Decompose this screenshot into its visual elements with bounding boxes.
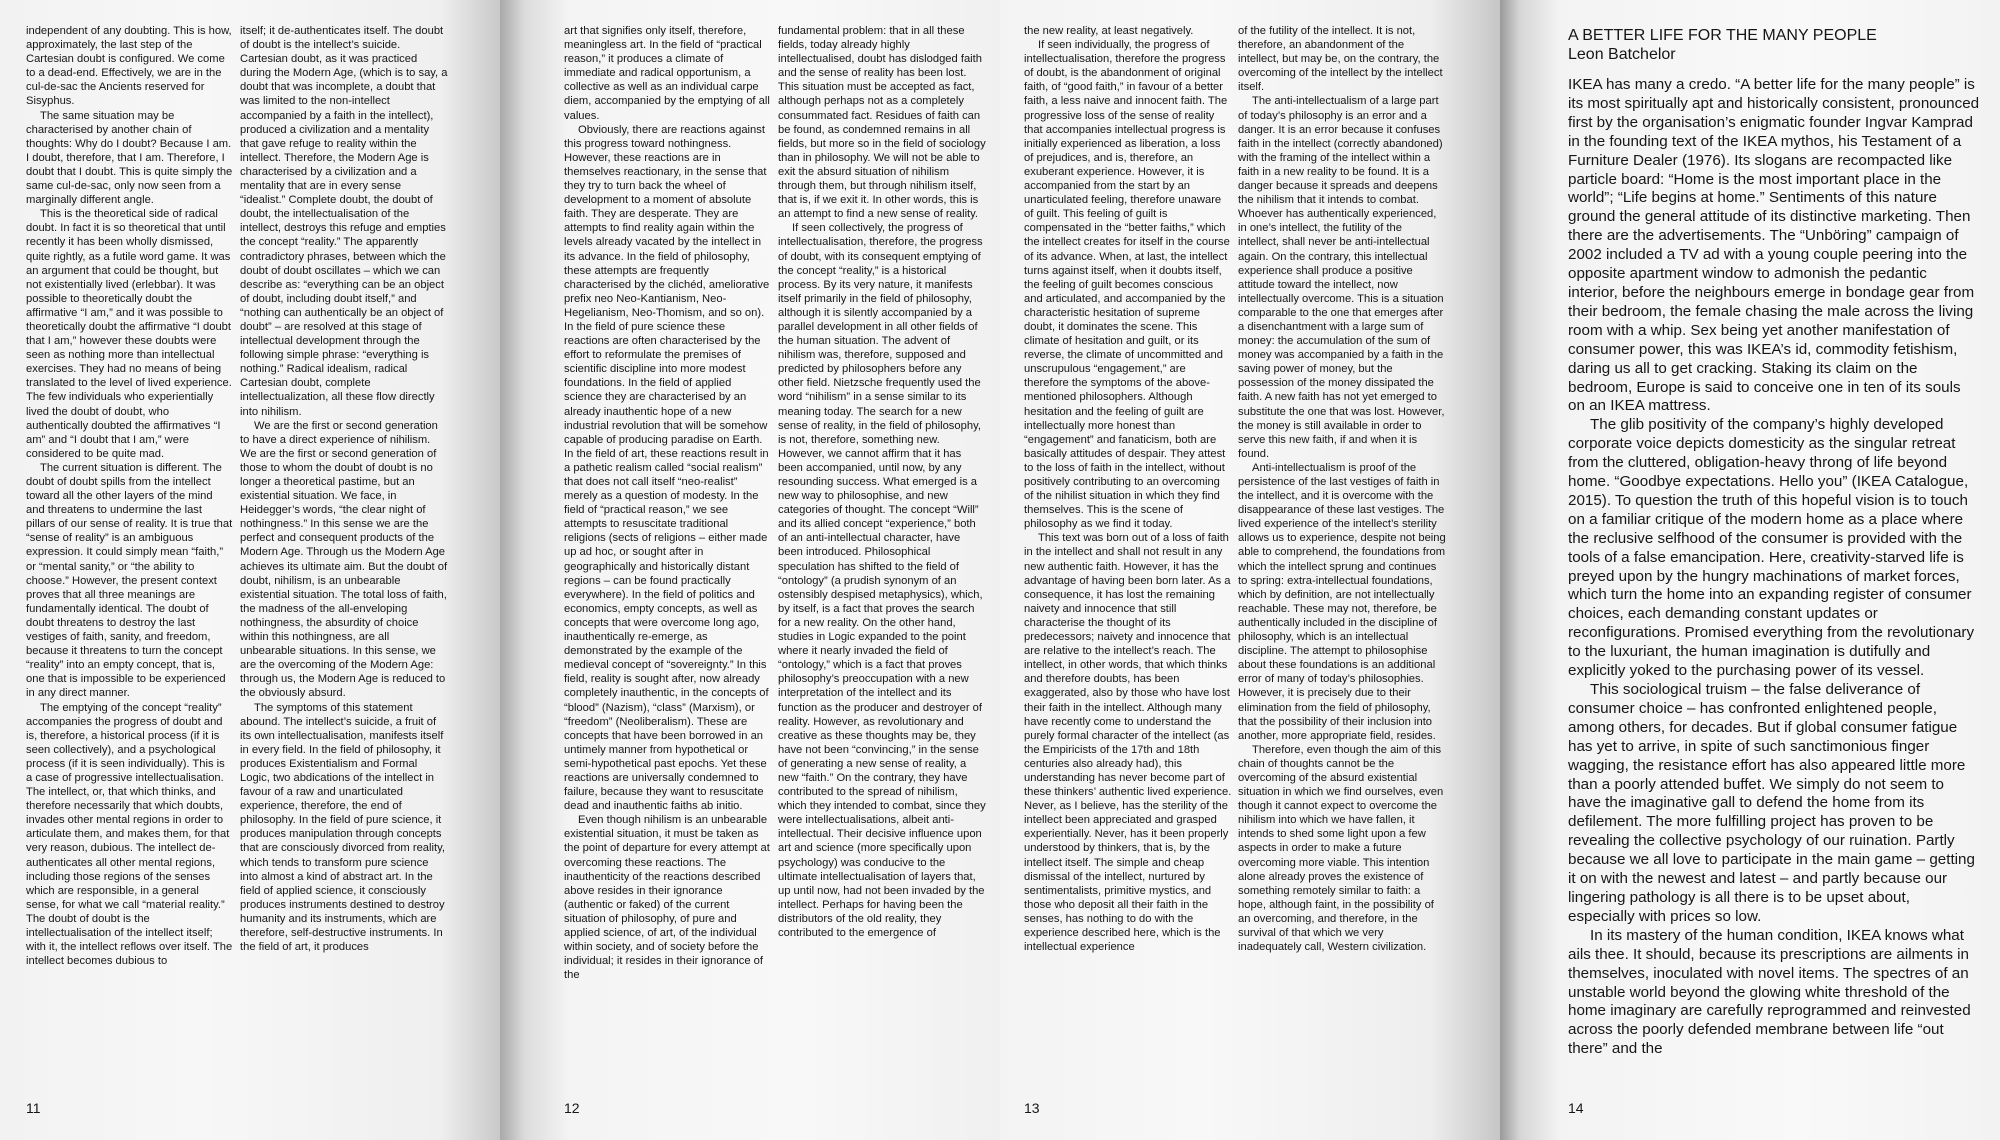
paragraph: Anti-intellectualism is proof of the persistence of the last vestiges of faith in the intellect, and it is overcome with the disappearance of these last vestiges. The lived experience of the intellect’s sterility allows us to experience, despite not being able to comprehend, the foundations from which the intellect sprung and continues to spring: extra-intellectual foundations, which by definition, are not intellectually reachable. These may not, therefore, be authentically included in the discipline of philosophy, which is an intellectual discipline. The attempt to philosophise about these foundations is an additional error of many of today’s philosophies. However, it is precisely due to their elimination from the field of philosophy, that the possibility of their inclusion into another, more appropriate field, resides. [1238, 461, 1446, 742]
essay-author: Leon Batchelor [1568, 46, 1676, 63]
paragraph: independent of any doubting. This is how, approximately, the last step of the Cartesian doubt is configured. We come to a dead-end. Effectively, we are in the cul-de-sac the Ancients reserved for Sisyphus. [26, 25, 232, 108]
paragraph: Obviously, there are reactions against this progress toward nothingness. However, these reactions are in themselves reactionary, in the sense that they try to turn back the wheel of development to a moment of absolute faith. They are desperate. They are attempts to find reality again within the levels already vacated by the intellect in its advance. In the field of philosophy, these attempts are frequently characterised by the clichéd, ameliorative prefix neo Neo-Kantianism, Neo-Hegelianism, Neo-Thomism, and so on). In the field of pure science these reactions are often characterised by the effort to reformulate the premises of scientific discipline into more modest foundations. In the field of applied science they are characterised by an already inauthentic hope of a new industrial revolution that will be somehow capable of producing paradise on Earth. In the field of art, these reactions result in a pathetic realism called “social realism” that does not call itself “neo-realist” merely as a question of modesty. In the field of “practical reason,” we see attempts to resuscitate traditional religions (sects of religions – either made up ad hoc, or sought after in geographically and historically distant regions – can be found practically everywhere). In the field of politics and economics, empty concepts, as well as concepts that were overcome long ago, inauthentically re-emerge, as demonstrated by the example of the medieval concept of “sovereignty.” In this field, reality is sought after, now already completely inauthentic, in the concepts of “blood” (Nazism), “class” (Marxism), or “freedom” (Neoliberalism). These are concepts that have been borrowed in an untimely manner from hypothetical or semi-hypothetical past epochs. Yet these reactions are universally condemned to failure, because they want to resuscitate dead and inauthentic faiths ab initio. [564, 123, 770, 813]
page-12 [500, 0, 1000, 1140]
paragraph: The emptying of the concept “reality” accompanies the progress of doubt and is, therefore, a historical process (if it is seen collectively), and a psychological process (if it is seen individually). This is a case of progressive intellectualisation. The intellect, or, that which thinks, and therefore necessarily that which doubts, invades other mental regions in order to articulate them, and makes them, for that very reason, dubious. The intellect de-authenticates all other mental regions, including those regions of the senses which are responsible, in a general sense, for what we call “material reality.” The doubt of doubt is the intellectualisation of the intellect itself; with it, the intellect reflows over itself. The intellect becomes dubious to [26, 701, 233, 968]
page-13 [1000, 0, 1500, 1140]
paragraph: This text was born out of a loss of faith in the intellect and shall not result in any new authentic faith. However, it has the advantage of having been born later. As a consequence, it has lost the remaining naivety and innocence that still characterise the thought of its predecessors; naivety and innocence that are relative to the intellect’s reach. The intellect, in other words, that which thinks and therefore doubts, has been exaggerated, also by those who have lost their faith in the intellect. Although many have recently come to understand the purely formal character of the intellect (as the Empiricists of the 17th and 18th centuries also already had), this understanding has never become part of these thinkers’ authentic lived experience. Never, as I believe, has the sterility of the intellect been appreciated and grasped experientially. Never, has it been properly understood by thinkers, that is, by the intellect itself. The simple and cheap dismissal of the intellect, nurtured by sentimentalists, primitive mystics, and those who deposit all their faith in the senses, has nothing to do with the experience described here, which is the intellectual experience [1024, 532, 1232, 954]
paragraph: If seen individually, the progress of intellectualisation, therefore the progress of doubt, is the abandonment of original faith, of “good faith,” in favour of a better faith, a less naive and innocent faith. The progressive loss of the sense of reality that accompanies intellectual progress is initially experienced as liberation, a loss of prejudices, and is, therefore, an exuberant experience. However, it is accompanied from the start by an unarticulated feeling, therefore unaware of guilt. This feeling of guilt is compensated in the “better faiths,” which the intellect creates for itself in the course of its advance. When, at last, the intellect turns against itself, when it doubts itself, the feeling of guilt becomes conscious and articulated, and accompanied by the characteristic hesitation of supreme doubt, it dominates the scene. This climate of hesitation and guilt, or its reverse, the climate of uncommitted and unscrupulous “engagement,” are therefore the symptoms of the above-mentioned philosophers. Although hesitation and the feeling of guilt are intellectually more honest than “engagement” and fanaticism, both are basically attitudes of despair. They attest to the loss of faith in the intellect, without positively contributing to an overcoming of the nihilist situation in which they find themselves. This is the scene of philosophy as we find it today. [1024, 39, 1230, 531]
paragraph: The current situation is different. The doubt of doubt spills from the intellect toward all the other layers of the mind and threatens to undermine the last pillars of our sense of reality. It is true that “sense of reality” is an ambiguous expression. It could simply mean “faith,” or “mental sanity,” or “the ability to choose.” However, the present context proves that all three meanings are fundamentally identical. The doubt of doubt threatens to destroy the last vestiges of faith, sanity, and freedom, because it threatens to turn the concept “reality” into an empty concept, that is, one that is impossible to be experienced in any direct manner. [26, 461, 233, 700]
paragraph: This sociological truism – the false deliverance of consumer choice – has confronted enlightened people, among others, for decades. But if global consumer fatigue has yet to arrive, in spite of such sanctimonious finger wagging, the resistance effort has also appeared little more than a poorly attended buffet. We simply do not seem to have the imaginative gall to defend the home from its defilement. The more fulfilling project has proven to be revealing the collective psychology of our ruination. Partly because we all love to participate in the main game – getting it on with the newest and latest – and partly because our lingering pathology is all there is to be upset about, especially with prices so low. [1568, 681, 1975, 925]
text-column-right [778, 24, 986, 1084]
essay [1568, 26, 1980, 1106]
paragraph: IKEA has many a credo. “A better life for the many people” is its most spiritually apt and historically consistent, pronounced first by the organisation’s enigmatic founder Ingvar Kamprad in the founding text of the IKEA mythos, his Testament of a Furniture Dealer (1976). Its slogans are recompacted like particle board: “Home is the most important place in the world”; “Life begins at home.” Sentiments of this nature ground the general attitude of its distinctive marketing. Then there are the advertisements. The “Unböring” campaign of 2002 included a TV ad with a young couple peering into the opposite apartment window to admonish the pedantic interior, before the neighbours emerge in bondage gear from their bedroom, the female chasing the male across the living room with a whip. Sex being yet another manifestation of consumer power, this was IKEA’s id, commodity fetishism, daring us all to get cracking. Staking its claim on the bedroom, Europe is said to conceive one in ten of its souls on an IKEA mattress. [1568, 76, 1980, 415]
page-number: 12 [564, 1100, 580, 1116]
paragraph: art that signifies only itself, therefore, meaningless art. In the field of “practical reason,” it produces a climate of immediate and radical opportunism, a collective as well as an individual carpe diem, accompanied by the emptying of all values. [564, 25, 770, 122]
paragraph: If seen collectively, the progress of intellectualisation, therefore, the progress of doubt, with its consequent emptying of the concept “reality,” is a historical process. By its very nature, it manifests itself primarily in the field of philosophy, although it is silently accompanied by a parallel development in all other fields of the human situation. The advent of nihilism was, therefore, supposed and predicted by philosophers before any other field. Nietzsche frequently used the word “nihilism” in a sense similar to its meaning today. The search for a new sense of reality, in the field of philosophy, is not, therefore, something new. However, we cannot affirm that it has been accompanied, until now, by any resounding success. What emerged is a new way to philosophise, and new categories of thought. The concept “Will” and its allied concept “experience,” both of an anti-intellectual character, have been introduced. Philosophical speculation has shifted to the field of “ontology” (a prudish synonym of an ostensibly despised metaphysics), which, by itself, is a fact that proves the search for a new reality. On the other hand, studies in Logic expanded to the point where it nearly invaded the field of “ontology,” which is a fact that proves philosophy’s preoccupation with a new interpretation of the intellect and its function as the producer and destroyer of reality. However, as revolutionary and creative as these thoughts may be, they have not been “convincing,” in the sense of generating a new sense of reality, a new “faith.” On the contrary, they have contributed to the spread of nihilism, which they intended to combat, since they were intellectualisations, albeit anti-intellectual. Their decisive influence upon art and science (more specifically upon psychology) was conducive to the ultimate intellectualisation of layers that, up until now, had not been invaded by the intellect. Perhaps for having been the distributors of the old reality, they contributed to the emergence of [778, 222, 986, 939]
page-14 [1500, 0, 2000, 1140]
text-column-left [564, 24, 772, 1084]
page-11 [0, 0, 500, 1140]
page-number: 13 [1024, 1100, 1040, 1116]
paragraph: fundamental problem: that in all these fields, today already highly intellectualised, doubt has dislodged faith and the sense of reality has been lost. This situation must be accepted as fact, although perhaps not as a completely consummated fact. Residues of faith can be found, as condemned remains in all fields, but more so in the field of sociology than in philosophy. We will not be able to exit the absurd situation of nihilism through them, but through nihilism itself, that is, if we exit it. In other words, this is an attempt to find a new sense of reality. [778, 25, 986, 221]
paragraph: of the futility of the intellect. It is not, therefore, an abandonment of the intellect, but may be, on the contrary, the overcoming of the intellect by the intellect itself. [1238, 25, 1443, 94]
page-number: 11 [26, 1100, 41, 1116]
paragraph: The same situation may be characterised by another chain of thoughts: Why do I doubt? Because I am. I doubt, therefore, that I am. Therefore, I doubt that I doubt. This is quite simply the same cul-de-sac, only now seen from a marginally different angle. [26, 109, 233, 207]
paragraph: Therefore, even though the aim of this chain of thoughts cannot be the overcoming of the absurd existential situation in which we find ourselves, even though it cannot expect to overcome the nihilism into which we have fallen, it intends to shed some light upon a few aspects in order to make a future overcoming more viable. This intention alone already proves the existence of something remotely similar to faith: a hope, although faint, in the possibility of an overcoming, and therefore, in the survival of that which we very inadequately call, Western civilization. [1238, 743, 1444, 954]
essay-body [1568, 76, 1980, 1059]
paragraph: The anti-intellectualism of a large part of today’s philosophy is an error and a danger. It is an error because it confuses faith in the intellect (correctly abandoned) with the framing of the intellect within a faith in a new reality to be found. It is a danger because it spreads and deepens the nihilism that it intends to combat. Whoever has authentically experienced, in one’s intellect, the futility of the intellect, shall never be anti-intellectual again. On the contrary, this intellectual experience shall produce a positive attitude toward the intellect, now intellectually overcome. This is a situation comparable to the one that emerges after a disenchantment with a large sum of money: the accumulation of the sum of money was accompanied by a faith in the saving power of money, but the possession of the money dissipated the faith. A new faith has not yet emerged to substitute the one that was lost. However, the money is still available in order to serve this new faith, if and when it is found. [1238, 95, 1445, 460]
text-column-left [1024, 24, 1232, 1084]
paragraph: In its mastery of the human condition, IKEA knows what ails thee. It should, because its prescriptions are ailments in themselves, inoculated with novel items. The spectres of an unstable world beyond the glowing white threshold of the home imaginary are carefully reprogrammed and reinvested across the poorly defended membrane between life “out there” and the [1568, 926, 1971, 1058]
paragraph: The glib positivity of the company’s highly developed corporate voice depicts domesticity as the singular retreat from the cluttered, obligation-heavy throng of life beyond home. “Goodbye expectations. Hello you” (IKEA Catalogue, 2015). To question the truth of this hopeful vision is to touch on a familiar critique of the modern home as a place where the reclusive selfhood of the consumer is provided with the tools of a false emancipation. Here, creativity-starved life is preyed upon by the hungry machinations of market forces, which turn the home into an expanding register of consumer choices, each demanding constant updates or reconfigurations. Promised everything from the revolutionary to the luxuriant, the human imagination is dutifully and explicitly yoked to the purchasing power of its vessel. [1568, 416, 1975, 680]
text-column-right [240, 24, 448, 1084]
paragraph: This is the theoretical side of radical doubt. In fact it is so theoretical that until recently it has been wholly dismissed, quite rightly, as a futile word game. It was an argument that could be thought, but not existentially lived (erlebbar). It was possible to theoretically doubt the affirmative “I am,” and it was possible to theoretically doubt the affirmative “I doubt that I am,” however these doubts were seen as nothing more than intellectual exercises. They had no means of being translated to the level of lived experience. The few individuals who experientially lived the doubt of doubt, who authentically doubted the affirmatives “I am” and “I doubt that I am,” were considered to be quite mad. [26, 208, 232, 460]
essay-title: A BETTER LIFE FOR THE MANY PEOPLE [1568, 27, 1877, 44]
text-column-left [26, 24, 234, 1084]
paragraph: We are the first or second generation to have a direct experience of nihilism. We are the first or second generation of those to whom the doubt of doubt is no longer a theoretical pastime, but an existential situation. We face, in Heidegger’s words, “the clear night of nothingness.” In this sense we are the perfect and consequent products of the Modern Age. Through us the Modern Age achieves its ultimate aim. But the doubt of doubt, nihilism, is an unbearable existential situation. The total loss of faith, the madness of the all-enveloping nothingness, the absurdity of choice within this nothingness, are all unbearable situations. In this sense, we are the overcoming of the Modern Age: through us, the Modern Age is reduced to the obviously absurd. [240, 419, 448, 700]
paragraph: the new reality, at least negatively. [1024, 25, 1194, 37]
text-column-right [1238, 24, 1446, 1084]
paragraph: Even though nihilism is an unbearable existential situation, it must be taken as the point of departure for every attempt at overcoming these reactions. The inauthenticity of the reactions described above resides in their ignorance (authentic or faked) of the current situation of philosophy, of pure and applied science, of art, of the individual within society, and of society before the individual; it resides in their ignorance of the [564, 814, 770, 982]
page-number: 14 [1568, 1100, 1584, 1116]
paragraph: itself; it de-authenticates itself. The doubt of doubt is the intellect’s suicide. Cartesian doubt, as it was practiced during the Modern Age, (which is to say, a doubt that was incomplete, a doubt that was limited to the non-intellect accompanied by a faith in the intellect), produced a civilization and a mentality that gave refuge to reality within the intellect. Therefore, the Modern Age is characterised by a civilization and a mentality that are in every sense “idealist.” Complete doubt, the doubt of doubt, the intellectualisation of the intellect, destroys this refuge and empties the concept “reality.” The apparently contradictory phrases, between which the doubt of doubt oscillates – which we can describe as: “everything can be an object of doubt, including doubt itself,” and “nothing can authentically be an object of doubt” – are resolved at this stage of intellectual development through the following simple phrase: “everything is nothing.” Radical idealism, radical Cartesian doubt, complete intellectualization, all these flow directly into nihilism. [240, 25, 448, 418]
paragraph: The symptoms of this statement abound. The intellect’s suicide, a fruit of its own intellectualisation, manifests itself in every field. In the field of philosophy, it produces Existentialism and Formal Logic, two abdications of the intellect in favour of a raw and unarticulated experience, therefore, the end of philosophy. In the field of pure science, it produces manipulation through concepts that are consciously divorced from reality, which tends to transform pure science into almost a kind of abstract art. In the field of applied science, it consciously produces instruments destined to destroy humanity and its instruments, which are therefore, self-destructive instruments. In the field of art, it produces [240, 701, 445, 954]
